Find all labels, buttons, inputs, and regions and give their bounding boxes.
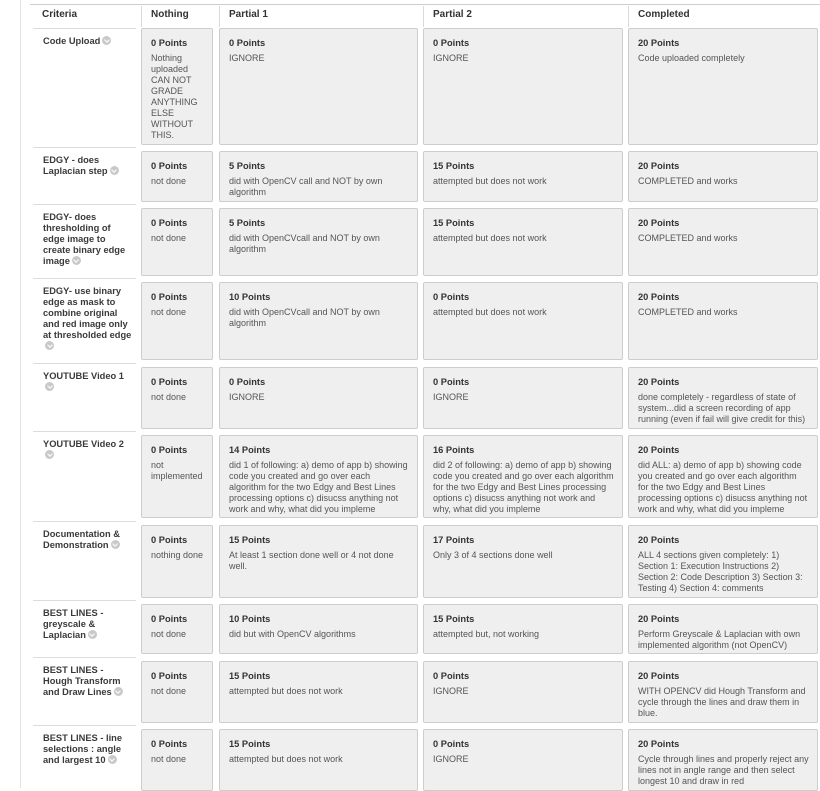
criterion-cell bbox=[33, 28, 136, 145]
rating-points: 14 Points bbox=[229, 445, 271, 455]
rating-points: 15 Points bbox=[433, 218, 475, 228]
rating-cell-partial-1[interactable] bbox=[219, 661, 418, 723]
criterion-label: Code Upload bbox=[43, 36, 101, 46]
rating-points: 5 Points bbox=[229, 161, 266, 171]
chevron-down-icon[interactable] bbox=[88, 630, 97, 639]
rating-description: IGNORE bbox=[433, 53, 469, 63]
criterion-cell bbox=[33, 147, 136, 198]
rating-description: not implemented bbox=[151, 460, 203, 481]
rubric-row bbox=[30, 435, 820, 518]
rating-cell-partial-2[interactable] bbox=[423, 208, 623, 276]
chevron-down-icon[interactable] bbox=[110, 166, 119, 175]
rubric-row bbox=[30, 282, 820, 360]
rating-description: attempted but does not work bbox=[433, 307, 547, 317]
rubric-row bbox=[30, 525, 820, 598]
rubric-row bbox=[30, 367, 820, 429]
rating-cell-partial-2[interactable] bbox=[423, 435, 623, 518]
rating-points: 5 Points bbox=[229, 218, 266, 228]
rating-cell-completed[interactable] bbox=[628, 208, 818, 276]
rating-cell-partial-2[interactable] bbox=[423, 525, 623, 598]
rating-points: 20 Points bbox=[638, 739, 680, 749]
rating-description: did 2 of following: a) demo of app b) showing code you created and go over each algorithm for the two Edgy and Best Lines processing options c) disucss anything not work and why, what did you impleme bbox=[433, 460, 614, 514]
rating-description: COMPLETED and works bbox=[638, 233, 738, 243]
chevron-down-icon[interactable] bbox=[111, 540, 120, 549]
rubric-row bbox=[30, 604, 820, 654]
rating-cell-nothing[interactable] bbox=[141, 28, 213, 145]
rating-points: 10 Points bbox=[229, 614, 271, 624]
rating-description: ALL 4 sections given completely: 1) Section 1: Execution Instructions 2) Section 2: Code Description 3) Section 3: Testing 4) Section 4: comments bbox=[638, 550, 803, 593]
rating-cell-completed[interactable] bbox=[628, 661, 818, 723]
rating-cell-partial-2[interactable] bbox=[423, 282, 623, 360]
rating-cell-partial-1[interactable] bbox=[219, 525, 418, 598]
rating-description: not done bbox=[151, 307, 187, 317]
criterion-label: BEST LINES - Hough Transform and Draw Lines bbox=[43, 665, 121, 697]
rating-cell-nothing[interactable] bbox=[141, 367, 213, 429]
criterion-cell bbox=[33, 278, 136, 356]
rating-description: IGNORE bbox=[433, 754, 469, 764]
rating-points: 17 Points bbox=[433, 535, 475, 545]
rating-cell-partial-1[interactable] bbox=[219, 367, 418, 429]
rating-points: 0 Points bbox=[151, 218, 188, 228]
rating-points: 20 Points bbox=[638, 445, 680, 455]
criterion-label: YOUTUBE Video 2 bbox=[43, 439, 124, 449]
rating-description: nothing done bbox=[151, 550, 204, 560]
criterion-cell bbox=[33, 204, 136, 272]
rating-cell-nothing[interactable] bbox=[141, 661, 213, 723]
rubric-row bbox=[30, 729, 820, 791]
rating-points: 0 Points bbox=[151, 377, 188, 387]
rating-description: attempted but, not working bbox=[433, 629, 540, 639]
rating-points: 15 Points bbox=[229, 535, 271, 545]
rating-cell-nothing[interactable] bbox=[141, 604, 213, 654]
rating-cell-completed[interactable] bbox=[628, 151, 818, 202]
rating-points: 0 Points bbox=[151, 445, 188, 455]
rubric-header bbox=[30, 6, 820, 27]
header-partial-1: Partial 1 bbox=[219, 6, 423, 27]
criterion-label: BEST LINES - greyscale & Laplacian bbox=[43, 608, 104, 640]
rating-points: 0 Points bbox=[433, 292, 470, 302]
rating-description: COMPLETED and works bbox=[638, 176, 738, 186]
chevron-down-icon[interactable] bbox=[108, 755, 117, 764]
rating-description: attempted but does not work bbox=[229, 686, 343, 696]
rating-points: 0 Points bbox=[433, 377, 470, 387]
chevron-down-icon[interactable] bbox=[45, 450, 54, 459]
rating-cell-partial-1[interactable] bbox=[219, 208, 418, 276]
header-criteria: Criteria bbox=[42, 9, 78, 20]
rating-cell-partial-2[interactable] bbox=[423, 28, 623, 145]
rating-cell-nothing[interactable] bbox=[141, 151, 213, 202]
rating-points: 0 Points bbox=[433, 671, 470, 681]
rating-description: attempted but does not work bbox=[433, 176, 547, 186]
header-partial-2: Partial 2 bbox=[423, 6, 628, 27]
rating-description: Perform Greyscale & Laplacian with own implemented algorithm (not OpenCV) bbox=[638, 629, 801, 650]
header-completed: Completed bbox=[628, 6, 820, 27]
rating-description: did 1 of following: a) demo of app b) showing code you created and go over each algorithm for the two Edgy and Best Lines processing options c) disucss anything not work and why, what did you impleme bbox=[229, 460, 408, 514]
criterion-cell bbox=[33, 521, 136, 594]
rating-cell-nothing[interactable] bbox=[141, 729, 213, 791]
rating-description: Code uploaded completely bbox=[638, 53, 745, 63]
rating-description: not done bbox=[151, 686, 187, 696]
rating-points: 15 Points bbox=[433, 614, 475, 624]
rating-points: 0 Points bbox=[151, 614, 188, 624]
rating-cell-partial-1[interactable] bbox=[219, 282, 418, 360]
criterion-label: EDGY- does thresholding of edge image to create binary edge image bbox=[43, 212, 126, 266]
top-divider bbox=[30, 4, 820, 5]
rating-points: 10 Points bbox=[229, 292, 271, 302]
rating-cell-completed[interactable] bbox=[628, 367, 818, 429]
rating-description: not done bbox=[151, 392, 187, 402]
rating-points: 0 Points bbox=[433, 739, 470, 749]
rating-cell-completed[interactable] bbox=[628, 282, 818, 360]
rating-description: Cycle through lines and properly reject any lines not in angle range and then select longest 10 and draw in red bbox=[638, 754, 809, 786]
criterion-cell bbox=[33, 725, 136, 787]
rating-points: 0 Points bbox=[151, 161, 188, 171]
rating-description: did with OpenCVcall and NOT by own algorithm bbox=[229, 307, 380, 328]
rating-points: 0 Points bbox=[433, 38, 470, 48]
rating-points: 20 Points bbox=[638, 614, 680, 624]
rating-description: At least 1 section done well or 4 not done well. bbox=[229, 550, 394, 571]
rating-description: not done bbox=[151, 233, 187, 243]
rating-points: 0 Points bbox=[151, 671, 188, 681]
rating-description: COMPLETED and works bbox=[638, 307, 738, 317]
rating-cell-partial-1[interactable] bbox=[219, 729, 418, 791]
rating-description: not done bbox=[151, 176, 187, 186]
rating-points: 0 Points bbox=[229, 377, 266, 387]
criterion-label: Documentation & Demonstration bbox=[43, 529, 120, 550]
rating-cell-partial-2[interactable] bbox=[423, 604, 623, 654]
rating-description: IGNORE bbox=[433, 392, 469, 402]
rating-description: IGNORE bbox=[433, 686, 469, 696]
rating-points: 20 Points bbox=[638, 377, 680, 387]
chevron-down-icon[interactable] bbox=[102, 36, 111, 45]
criterion-cell bbox=[33, 431, 136, 514]
criterion-label: EDGY - does Laplacian step bbox=[43, 155, 108, 176]
rating-description: did with OpenCV call and NOT by own algorithm bbox=[229, 176, 383, 197]
rating-points: 20 Points bbox=[638, 38, 680, 48]
rating-description: Only 3 of 4 sections done well bbox=[433, 550, 553, 560]
rating-points: 0 Points bbox=[229, 38, 266, 48]
criterion-label: BEST LINES - line selections : angle and largest 10 bbox=[43, 733, 123, 765]
rating-cell-completed[interactable] bbox=[628, 28, 818, 145]
chevron-down-icon[interactable] bbox=[45, 341, 54, 350]
chevron-down-icon[interactable] bbox=[72, 256, 81, 265]
rating-points: 0 Points bbox=[151, 535, 188, 545]
rating-points: 20 Points bbox=[638, 535, 680, 545]
rating-points: 20 Points bbox=[638, 218, 680, 228]
rating-description: did ALL: a) demo of app b) showing code you created and go over each algorithm for the two Edgy and Best Lines processing options c) disucss anything not work and why, what did you impleme bbox=[638, 460, 808, 514]
rating-cell-partial-1[interactable] bbox=[219, 151, 418, 202]
rubric-row bbox=[30, 661, 820, 723]
rating-description: Nothing uploaded CAN NOT GRADE ANYTHING ELSE WITHOUT THIS. bbox=[151, 53, 198, 140]
rating-points: 20 Points bbox=[638, 671, 680, 681]
header-nothing: Nothing bbox=[141, 6, 219, 27]
criterion-cell bbox=[33, 657, 136, 719]
rating-points: 20 Points bbox=[638, 292, 680, 302]
rating-cell-partial-1[interactable] bbox=[219, 28, 418, 145]
rating-cell-completed[interactable] bbox=[628, 604, 818, 654]
rating-description: not done bbox=[151, 754, 187, 764]
rubric-row bbox=[30, 28, 820, 145]
rubric-row bbox=[30, 208, 820, 276]
rating-description: WITH OPENCV did Hough Transform and cycle through the lines and draw them in blue. bbox=[638, 686, 806, 718]
chevron-down-icon[interactable] bbox=[114, 687, 123, 696]
rating-description: not done bbox=[151, 629, 187, 639]
rating-points: 20 Points bbox=[638, 161, 680, 171]
rating-cell-partial-1[interactable] bbox=[219, 604, 418, 654]
criterion-cell bbox=[33, 600, 136, 650]
rating-description: done completely - regardless of state of system...did a screen recording of app running (even if fail will give credit for this) bbox=[638, 392, 806, 424]
rating-cell-partial-2[interactable] bbox=[423, 151, 623, 202]
rating-cell-nothing[interactable] bbox=[141, 282, 213, 360]
rating-points: 15 Points bbox=[433, 161, 475, 171]
rating-points: 15 Points bbox=[229, 739, 271, 749]
chevron-down-icon[interactable] bbox=[45, 382, 54, 391]
rating-cell-completed[interactable] bbox=[628, 525, 818, 598]
rating-cell-partial-2[interactable] bbox=[423, 729, 623, 791]
rating-description: attempted but does not work bbox=[433, 233, 547, 243]
rating-points: 15 Points bbox=[229, 671, 271, 681]
rating-cell-nothing[interactable] bbox=[141, 208, 213, 276]
rating-cell-partial-1[interactable] bbox=[219, 435, 418, 518]
criterion-cell bbox=[33, 363, 136, 425]
rating-points: 16 Points bbox=[433, 445, 475, 455]
rating-cell-completed[interactable] bbox=[628, 729, 818, 791]
rating-cell-nothing[interactable] bbox=[141, 525, 213, 598]
rating-description: IGNORE bbox=[229, 53, 265, 63]
rating-cell-partial-2[interactable] bbox=[423, 661, 623, 723]
left-gutter bbox=[0, 0, 21, 788]
rating-cell-partial-2[interactable] bbox=[423, 367, 623, 429]
rating-points: 0 Points bbox=[151, 292, 188, 302]
criterion-label: YOUTUBE Video 1 bbox=[43, 371, 124, 381]
rating-cell-nothing[interactable] bbox=[141, 435, 213, 518]
rating-description: did but with OpenCV algorithms bbox=[229, 629, 356, 639]
rating-description: IGNORE bbox=[229, 392, 265, 402]
rating-cell-completed[interactable] bbox=[628, 435, 818, 518]
rating-points: 0 Points bbox=[151, 739, 188, 749]
rating-points: 0 Points bbox=[151, 38, 188, 48]
rubric-row bbox=[30, 151, 820, 202]
rating-description: attempted but does not work bbox=[229, 754, 343, 764]
criterion-label: EDGY- use binary edge as mask to combine original and red image only at thresholded edge bbox=[43, 286, 132, 340]
rating-description: did with OpenCVcall and NOT by own algorithm bbox=[229, 233, 380, 254]
